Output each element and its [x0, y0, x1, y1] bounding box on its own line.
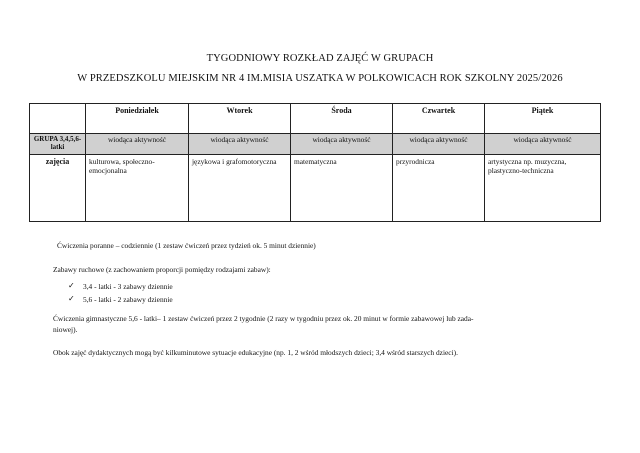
activities-row: [30, 155, 601, 222]
leading-activity-wednesday: wiodąca aktywność: [291, 134, 393, 155]
gymnastics-note: Ćwiczenia gimnastyczne 5,6 - latki– 1 zestaw ćwiczeń przez 2 tygodnie (2 razy w tygodniu przez ok. 20 minut w formie zabawowej lub zada-: [53, 314, 474, 323]
day-header-tuesday: Wtorek: [189, 104, 291, 134]
group-label: GRUPA 3,4,5,6- latki: [30, 134, 86, 155]
day-header-friday: Piątek: [485, 104, 601, 134]
document-subtitle: W PRZEDSZKOLU MIEJSKIM NR 4 IM.MISIA USZATKA W POLKOWICACH ROK SZKOLNY 2025/2026: [77, 73, 563, 84]
activity-tuesday: językowa i grafomotoryczna: [189, 155, 291, 222]
leading-activity-friday: wiodąca aktywność: [485, 134, 601, 155]
leading-activity-tuesday: wiodąca aktywność: [189, 134, 291, 155]
checkmark-icon: ✓: [68, 281, 75, 290]
day-header-monday: Poniedziałek: [86, 104, 189, 134]
morning-exercises-note: Ćwiczenia poranne – codziennie (1 zestaw ćwiczeń przez tydzień ok. 5 minut dziennie): [57, 241, 316, 250]
movement-games-note: Zabawy ruchowe (z zachowaniem proporcji pomiędzy rodzajami zabaw):: [53, 265, 271, 274]
leading-activity-monday: wiodąca aktywność: [86, 134, 189, 155]
document-title: TYGODNIOWY ROZKŁAD ZAJĘĆ W GRUPACH: [206, 53, 434, 64]
activity-thursday: przyrodnicza: [393, 155, 485, 222]
list-item: 5,6 - latki - 2 zabawy dziennie: [83, 295, 173, 304]
schedule-table: [29, 103, 601, 222]
checkmark-icon: ✓: [68, 294, 75, 303]
corner-cell: [30, 104, 86, 134]
leading-activity-thursday: wiodąca aktywność: [393, 134, 485, 155]
activity-wednesday: matematyczna: [291, 155, 393, 222]
activity-friday: artystyczna np. muzyczna, plastyczno-techniczna: [485, 155, 601, 222]
activity-monday: kulturowa, społeczno-emocjonalna: [86, 155, 189, 222]
gymnastics-note-continuation: niowej).: [53, 325, 78, 334]
day-header-wednesday: Środa: [291, 104, 393, 134]
group-row: [30, 134, 601, 155]
educational-situations-note: Obok zajęć dydaktycznych mogą być kilkuminutowe sytuacje edukacyjne (np. 1, 2 wśród młodszych dzieci; 3,4 wśród starszych dzieci).: [53, 348, 458, 357]
activities-row-label: zajęcia: [30, 155, 86, 222]
list-item: 3,4 - latki - 3 zabawy dziennie: [83, 282, 173, 291]
day-header-thursday: Czwartek: [393, 104, 485, 134]
header-row: [30, 104, 601, 134]
